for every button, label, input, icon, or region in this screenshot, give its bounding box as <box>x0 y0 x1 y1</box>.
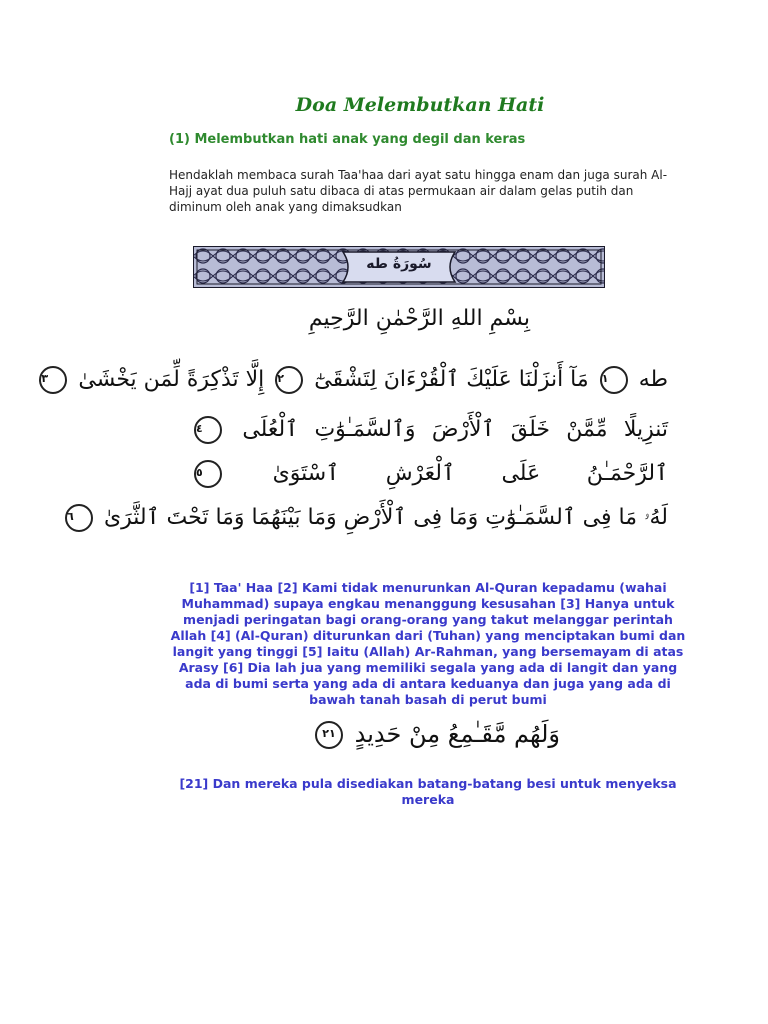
translation-hajj: [21] Dan mereka pula disediakan batang-batang besi untuk menyeksa mereka <box>179 776 677 807</box>
verse-line-4 <box>66 498 668 538</box>
verse-line-1 <box>41 360 668 400</box>
verse-1: طه <box>638 367 668 392</box>
basmala: بِسْمِ اللهِ الرَّحْمٰنِ الرَّحِيمِ <box>308 306 530 331</box>
verse-6: لَهُۥ مَا فِى ٱلسَّمَـٰوَٰتِ وَمَا فِى ٱلْأَرْضِ وَمَا بَيْنَهُمَا وَمَا تَحْتَ ٱلثَّرَىٰ <box>103 505 668 530</box>
verse-21-text: وَلَهُم مَّقَـٰمِعُ مِنْ حَدِيدٍ <box>354 720 560 748</box>
verse-number-icon: ٢ <box>275 366 303 394</box>
verse-line-3 <box>190 454 668 494</box>
translation-taha: [1] Taa' Haa [2] Kami tidak menurunkan Al-Quran kepadamu (wahai Muhammad) supaya engkau menanggung kesusahan [3] Hanya untuk menjadi peringatan bagi orang-orang yang takut melanggar perintah Allah [4] (Al-Quran) diturunkan dari (Tuhan) yang menciptakan bumi dan langit yang tinggi [5] Iaitu (Allah) Ar-Rahman, yang bersemayam di atas Arasy [6] Dia lah jua yang memiliki segala yang ada di langit dan yang ada di bumi serta yang ada di antara keduanya dan juga yang ada di bawah tanah basah di perut bumi <box>170 580 686 707</box>
verse-number-icon: ٥ <box>194 460 222 488</box>
verse-hajj-21 <box>300 720 560 749</box>
verse-3: إِلَّا تَذْكِرَةً لِّمَن يَخْشَىٰ <box>78 367 265 392</box>
surah-banner <box>193 246 605 288</box>
verse-5: ٱلرَّحْمَـٰنُ عَلَى ٱلْعَرْشِ ٱسْتَوَىٰ <box>272 461 669 486</box>
section-subtitle: (1) Melembutkan hati anak yang degil dan keras <box>169 132 526 147</box>
verse-number-icon: ٤ <box>194 416 222 444</box>
intro-paragraph: Hendaklah membaca surah Taa'haa dari ayat satu hingga enam dan juga surah Al-Hajj ayat dua puluh satu dibaca di atas permukaan air dalam gelas putih dan diminum oleh anak yang dimaksudkan <box>169 168 668 214</box>
verse-number-icon: ٣ <box>39 366 67 394</box>
page-title: Doa Melembutkan Hati <box>295 94 545 116</box>
verse-number-icon: ٦ <box>65 504 93 532</box>
verse-2: مَآ أَنزَلْنَا عَلَيْكَ ٱلْقُرْءَانَ لِتَشْقَىٰٓ <box>314 367 589 392</box>
verse-number-icon: ١ <box>600 366 628 394</box>
verse-line-2 <box>190 410 668 450</box>
surah-name: سُورَةُ طه <box>366 256 432 272</box>
verse-4: تَنزِيلًا مِّمَّنْ خَلَقَ ٱلْأَرْضَ وَٱلسَّمَـٰوَٰتِ ٱلْعُلَى <box>242 417 669 442</box>
verse-number-icon: ٢١ <box>315 721 343 749</box>
